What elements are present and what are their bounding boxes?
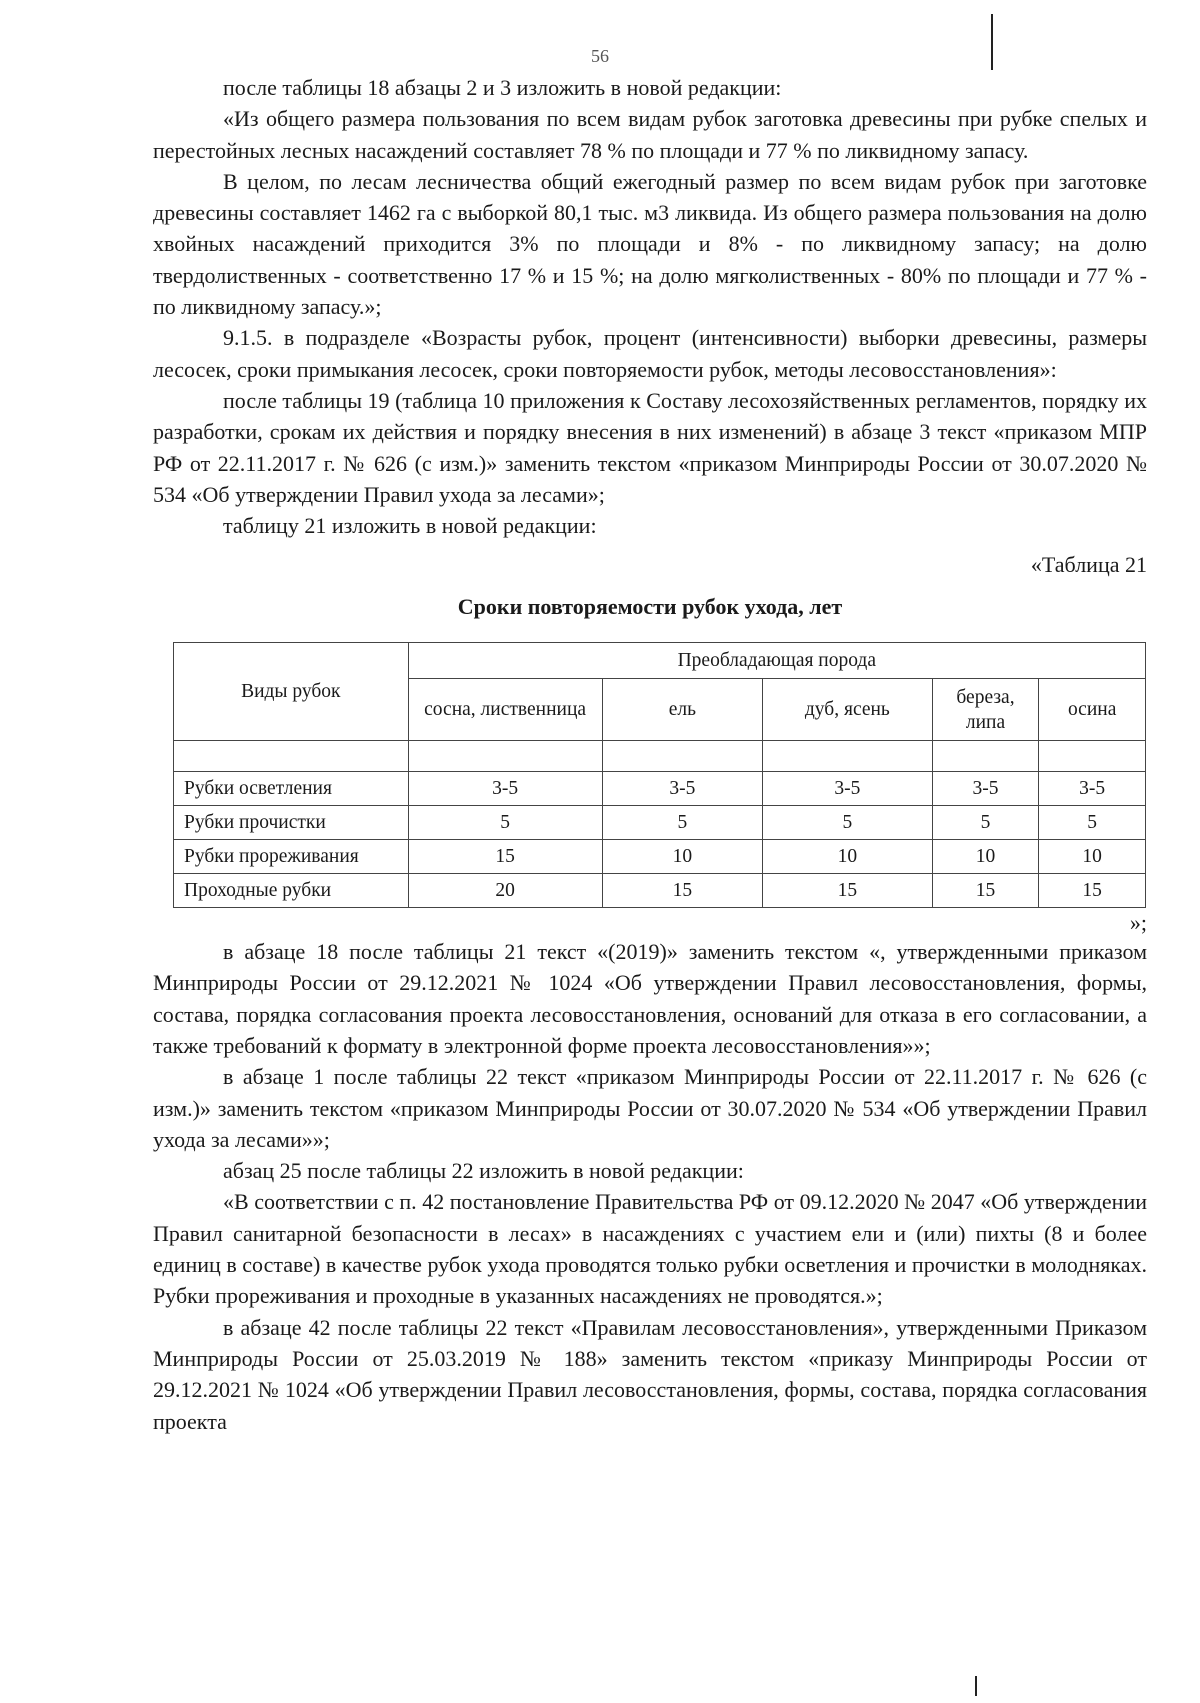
intro-paragraph-2: «Из общего размера пользования по всем видам рубок заготовка древесины при рубке спелых и перестойных лесных насаждений составляет 78 % по площади и 77 % по ликвидному запасу.: [153, 106, 1147, 163]
table-cell: 5: [763, 806, 933, 840]
after-paragraph-2: в абзаце 1 после таблицы 22 текст «приказом Минприроды России от 22.11.2017 г. № 626 (с изм.)» заменить текстом «приказом Минприроды России от 30.07.2020 № 534 «Об утверждении Правил ухода за лесами»»;: [153, 1064, 1147, 1152]
column-header: ель: [602, 679, 762, 741]
table-cell: 15: [408, 840, 602, 874]
table-cell: 10: [1039, 840, 1146, 874]
table-cell: 5: [408, 806, 602, 840]
document-body: [153, 72, 1147, 1437]
table-cell: 5: [932, 806, 1039, 840]
table-cell: 3-5: [408, 772, 602, 806]
table-cell: 3-5: [932, 772, 1039, 806]
column-header: береза, липа: [932, 679, 1039, 741]
row-name: Рубки прореживания: [174, 840, 409, 874]
page-number: 56: [591, 46, 609, 66]
intro-paragraph-6: таблицу 21 изложить в новой редакции:: [223, 513, 597, 539]
table-cell: 5: [1039, 806, 1146, 840]
table-spacer-row: [174, 741, 1146, 772]
table-cell: 10: [602, 840, 762, 874]
column-header: осина: [1039, 679, 1146, 741]
table-cell: 10: [932, 840, 1039, 874]
row-name: Рубки прочистки: [174, 806, 409, 840]
header-group: Преобладающая порода: [408, 643, 1145, 679]
table-cell: 15: [1039, 874, 1146, 908]
table-close-mark: »;: [1129, 910, 1147, 936]
after-paragraph-1: в абзаце 18 после таблицы 21 текст «(2019)» заменить текстом «, утвержденными приказом Минприроды России от 29.12.2021 № 1024 «Об утверждении Правил лесовосстановления, формы, состава, порядка согласования проекта лесовосстановления, оснований для отказа в его согласовании, а также требований к формату в электронной форме проекта лесовосстановления»»;: [153, 939, 1147, 1058]
table-row: [174, 772, 1146, 806]
column-header: дуб, ясень: [763, 679, 933, 741]
table-header-row: [174, 643, 1146, 679]
after-paragraph-5: в абзаце 42 после таблицы 22 текст «Правилам лесовосстановления», утвержденными Приказом Минприроды России от 25.03.2019 № 188» заменить текстом «приказу Минприроды России от 29.12.2021 № 1024 «Об утверждении Правил лесовосстановления, формы, состава, порядка согласования проекта: [153, 1314, 1147, 1434]
row-name: Рубки осветления: [174, 772, 409, 806]
after-paragraph-4: «В соответствии с п. 42 постановление Правительства РФ от 09.12.2020 № 2047 «Об утверждении Правил санитарной безопасности в лесах» в насаждениях с участием ели и (или) пихты (8 и более единиц в составе) в качестве рубок ухода проводятся только рубки осветления и прочистки в молодняках. Рубки прореживания и проходные в указанных насаждениях не проводятся.»;: [153, 1189, 1147, 1309]
table-row: [174, 806, 1146, 840]
intro-paragraph-5: после таблицы 19 (таблица 10 приложения к Составу лесохозяйственных регламентов, порядку их разработки, срокам их действия и порядку внесения в них изменений) в абзаце 3 текст «приказом МПР РФ от 22.11.2017 г. № 626 (с изм.)» заменить текстом «приказом Минприроды России от 30.07.2020 № 534 «Об утверждении Правил ухода за лесами»;: [153, 387, 1147, 507]
table-cell: 15: [602, 874, 762, 908]
table-row: [174, 840, 1146, 874]
table-cell: 15: [763, 874, 933, 908]
intro-paragraph-4: 9.1.5. в подразделе «Возрасты рубок, процент (интенсивности) выборки древесины, размеры лесосек, сроки примыкания лесосек, сроки повторяемости рубок, методы лесовосстановления»:: [153, 325, 1147, 382]
column-header: сосна, лиственница: [408, 679, 602, 741]
table-cell: 3-5: [602, 772, 762, 806]
table-row: [174, 874, 1146, 908]
table-cell: 10: [763, 840, 933, 874]
table-cell: 3-5: [1039, 772, 1146, 806]
after-paragraph-3: абзац 25 после таблицы 22 изложить в новой редакции:: [223, 1158, 744, 1184]
table-cell: 20: [408, 874, 602, 908]
cutting-frequency-table: [173, 642, 1146, 908]
row-name: Проходные рубки: [174, 874, 409, 908]
table-label: «Таблица 21: [1030, 552, 1147, 578]
intro-paragraph-1: после таблицы 18 абзацы 2 и 3 изложить в новой редакции:: [223, 75, 782, 100]
table-cell: 3-5: [763, 772, 933, 806]
table-cell: 15: [932, 874, 1039, 908]
table-title: Сроки повторяемости рубок ухода, лет: [457, 593, 843, 619]
scan-edge-mark-bottom: [975, 1676, 977, 1696]
header-row-label: Виды рубок: [174, 643, 409, 741]
intro-paragraph-3: В целом, по лесам лесничества общий ежегодный размер по всем видам рубок при заготовке древесины составляет 1462 га с выборкой 80,1 тыс. м3 ликвида. Из общего размера пользования на долю хвойных насаждений приходится 3% по площади и 8% - по ликвидному запасу; на долю твердолиственных - соответственно 17 % и 15 %; на долю мягколиственных - 80% по площади и 77 % - по ликвидному запасу.»;: [153, 168, 1147, 320]
table-cell: 5: [602, 806, 762, 840]
